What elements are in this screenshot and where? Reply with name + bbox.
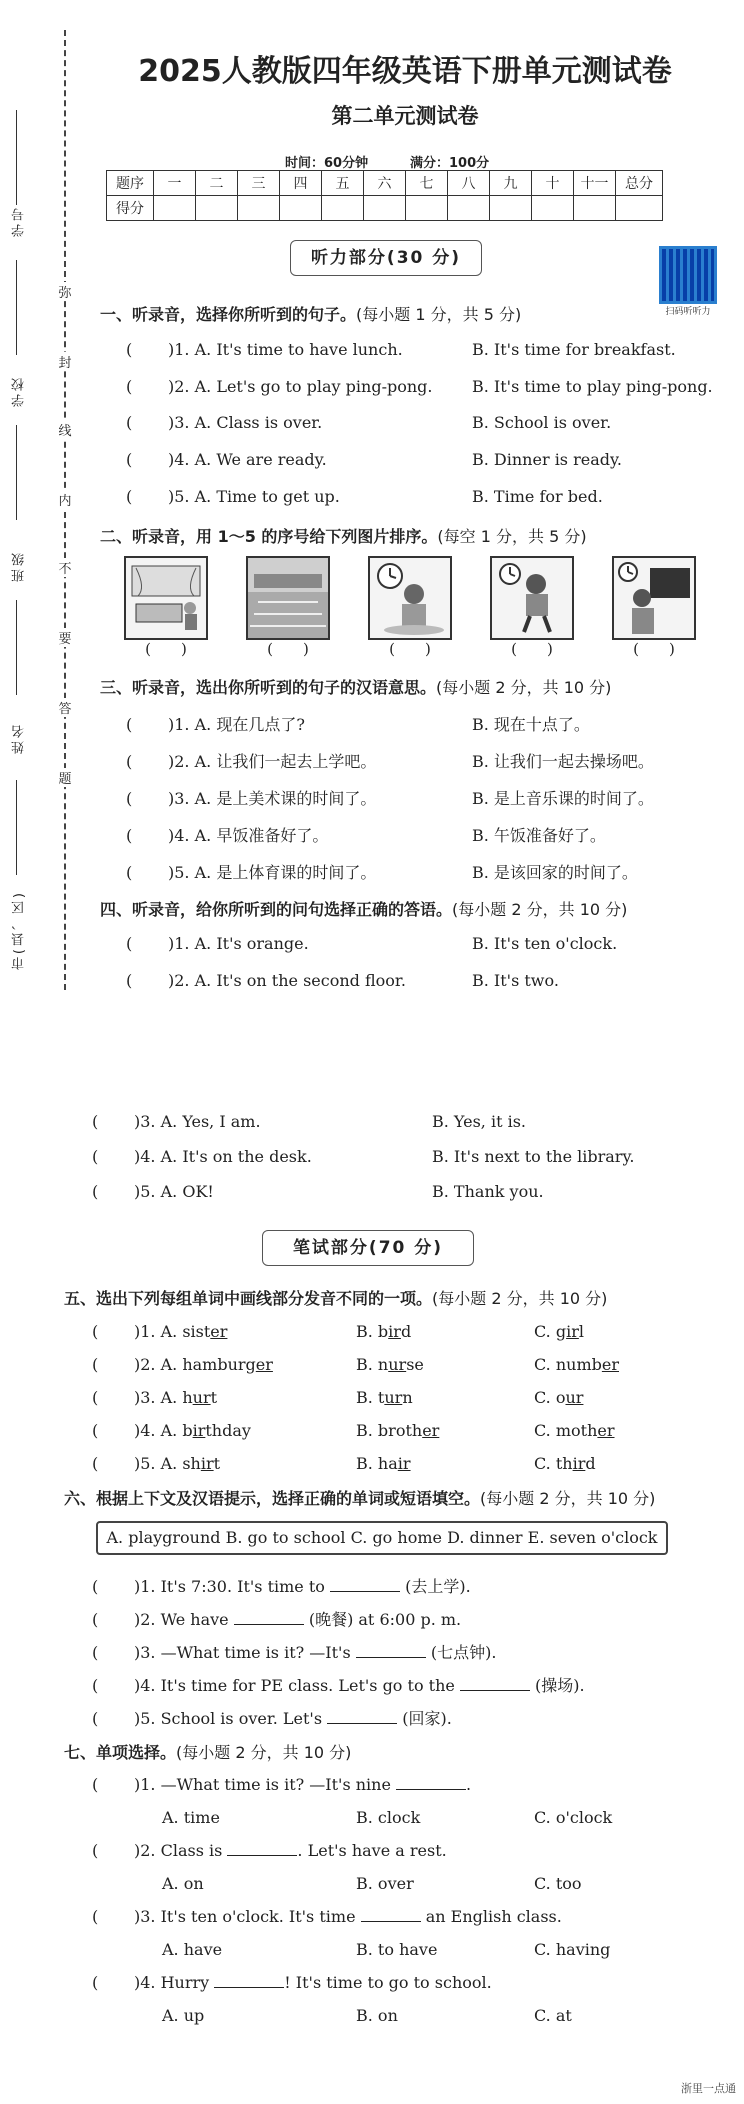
option-b: B. Yes, it is. (432, 1112, 526, 1131)
picture-answer[interactable]: ( ) (389, 640, 431, 658)
question-text: )2. Class is (134, 1841, 228, 1860)
score-cell[interactable] (574, 196, 616, 221)
page-title: 2025人教版四年级英语下册单元测试卷 (138, 54, 672, 89)
question-a: )4. A. 早饭准备好了。 (168, 826, 329, 845)
option-b: B. 是上音乐课的时间了。 (472, 789, 654, 808)
section-6-title (64, 1486, 655, 1509)
underlined-part: ir (572, 1454, 586, 1473)
picture-playground (246, 556, 330, 640)
section-note: (每小题 2 分，共 10 分) (176, 1743, 352, 1762)
table-cell: 二 (196, 171, 238, 196)
question-row (126, 487, 340, 506)
section-title-text: 七、单项选择。 (64, 1743, 177, 1762)
label-class: 班级 (12, 550, 27, 582)
option-c (534, 1421, 615, 1440)
underlined-part: ir (566, 1322, 579, 1341)
word-bank: A. playground B. go to school C. go home D. dinner E. seven o'clock (96, 1521, 668, 1555)
question-row (126, 377, 433, 396)
question-a: )3. A. Yes, I am. (134, 1112, 261, 1131)
question-row (126, 712, 305, 735)
option-b: B. 让我们一起去操场吧。 (472, 752, 654, 771)
label-name: 姓名 (12, 722, 27, 754)
option-b: B. It's two. (472, 971, 559, 990)
score-table (106, 170, 663, 221)
word-part: b (182, 1421, 193, 1440)
answer-paren[interactable]: ( (92, 1775, 99, 1794)
question-text: )4. It's time for PE class. Let's go to the (134, 1676, 460, 1695)
blank-line (16, 260, 17, 355)
underlined-part: ur (192, 1388, 211, 1407)
section-4-title (100, 897, 627, 920)
option-b (356, 1454, 411, 1473)
score-cell[interactable] (238, 196, 280, 221)
table-cell: 题序 (107, 171, 154, 196)
section-title-text: 五、选出下列每组单词中画线部分发音不同的一项。 (64, 1289, 433, 1308)
section-title-text: 四、听录音，给你所听到的问句选择正确的答语。 (100, 900, 453, 919)
score-cell[interactable] (448, 196, 490, 221)
label-school: 学校 (12, 375, 27, 407)
option-b: B. 现在十点了。 (472, 715, 590, 734)
option-b: B. 午饭准备好了。 (472, 826, 606, 845)
option-c[interactable]: C. o'clock (534, 1808, 613, 1827)
question-a: )3. A. 是上美术课的时间了。 (168, 789, 377, 808)
question-row (92, 1147, 312, 1166)
blank-line (16, 425, 17, 520)
picture-answer[interactable]: ( ) (267, 640, 309, 658)
seal-char: 弥 (56, 282, 74, 301)
question-text: (晚餐) at 6:00 p. m. (303, 1610, 462, 1629)
label-student-id: 学号 (12, 205, 27, 237)
qr-code-icon (659, 246, 717, 304)
playground-icon (248, 558, 328, 638)
question-row (126, 823, 328, 846)
question-a: )1. A. (134, 1322, 183, 1341)
question-text: (操场). (529, 1676, 585, 1695)
exam-full-score: 满分：100分 (410, 156, 490, 171)
question-text: (去上学). (400, 1577, 471, 1596)
answer-paren[interactable]: ( (126, 487, 133, 506)
word-part: B. n (356, 1355, 389, 1374)
question-row (126, 749, 376, 772)
answer-paren[interactable]: ( (126, 863, 133, 882)
section-note: (每小题 2 分，共 10 分) (436, 678, 612, 697)
bed-icon (126, 558, 206, 638)
question-text: (七点钟). (425, 1643, 497, 1662)
seal-dashed-line (64, 30, 66, 990)
table-cell: 四 (280, 171, 322, 196)
underlined-part: ir (397, 1454, 411, 1473)
table-cell: 一 (154, 171, 196, 196)
answer-paren[interactable]: ( (92, 1388, 99, 1407)
seal-char: 内 (56, 490, 74, 509)
section-title-text: 一、听录音，选择你所听到的句子。 (100, 305, 357, 324)
word-part: d (585, 1454, 596, 1473)
score-cell[interactable] (490, 196, 532, 221)
seal-char: 线 (56, 420, 74, 439)
section-1-title (100, 302, 521, 325)
option-b: B. It's next to the library. (432, 1147, 635, 1166)
picture-answer[interactable]: ( ) (633, 640, 675, 658)
table-cell: 得分 (107, 196, 154, 221)
answer-paren[interactable]: ( (126, 413, 133, 432)
underlined-part: ir (200, 1454, 214, 1473)
option-b (356, 1322, 411, 1341)
option-c[interactable]: C. at (534, 2006, 572, 2025)
underlined-part: ur (565, 1388, 584, 1407)
word-part: B. t (356, 1388, 385, 1407)
answer-paren[interactable]: ( (92, 1147, 99, 1166)
underlined-part: ir (192, 1421, 206, 1440)
option-c[interactable]: C. too (534, 1874, 582, 1893)
question-a: )4. A. It's on the desk. (134, 1147, 312, 1166)
section-title-text: 二、听录音，用 1～5 的序号给下列图片排序。 (100, 527, 438, 546)
underlined-part: er (210, 1322, 228, 1341)
word-part: C. numb (534, 1355, 602, 1374)
answer-paren[interactable]: ( (92, 1182, 99, 1201)
question-row (126, 340, 403, 359)
table-cell: 六 (364, 171, 406, 196)
answer-paren[interactable]: ( (92, 1841, 99, 1860)
table-cell: 七 (406, 171, 448, 196)
question-row (126, 413, 322, 432)
question-a: )2. A. It's on the second floor. (168, 971, 406, 990)
seal-char: 要 (56, 628, 74, 647)
listening-part-banner: 听力部分(30 分) (290, 240, 482, 276)
word-part: thday (205, 1421, 251, 1440)
question-text: . Let's have a rest. (297, 1841, 447, 1860)
answer-paren[interactable]: ( (126, 789, 133, 808)
word-part: B. b (356, 1322, 389, 1341)
underlined-part: er (255, 1355, 273, 1374)
word-part: C. g (534, 1322, 567, 1341)
word-part: t (210, 1388, 218, 1407)
score-cell[interactable] (322, 196, 364, 221)
underlined-part: ir (388, 1322, 401, 1341)
question-a: )5. A. OK! (134, 1182, 214, 1201)
question-text: )1. —What time is it? —It's nine (134, 1775, 397, 1794)
answer-paren[interactable]: ( (92, 1454, 99, 1473)
score-cell[interactable] (154, 196, 196, 221)
option-b: B. It's ten o'clock. (472, 934, 618, 953)
teacher-board-icon (614, 558, 694, 638)
word-part: l (578, 1322, 584, 1341)
answer-paren[interactable]: ( (126, 450, 133, 469)
question-a: )2. A. (134, 1355, 183, 1374)
section-note: (每小题 2 分，共 10 分) (480, 1489, 656, 1508)
word-part: sist (182, 1322, 211, 1341)
picture-answer[interactable]: ( ) (511, 640, 553, 658)
blank-line (16, 780, 17, 875)
section-2-title (100, 524, 587, 547)
question-row (92, 1112, 261, 1131)
option-b[interactable]: B. to have (356, 1940, 438, 1959)
question-a: )1. A. It's time to have lunch. (168, 340, 403, 359)
question-text: an English class. (420, 1907, 562, 1926)
answer-paren[interactable]: ( (126, 377, 133, 396)
question-row (92, 1388, 217, 1407)
picture-teacher-board (612, 556, 696, 640)
writing-part-banner: 笔试部分(70 分) (262, 1230, 474, 1266)
section-title-text: 六、根据上下文及汉语提示，选择正确的单词或短语填空。 (64, 1489, 481, 1508)
word-part: t (213, 1454, 221, 1473)
option-a[interactable]: A. up (162, 2006, 205, 2025)
section-title-text: 三、听录音，选出你所听到的句子的汉语意思。 (100, 678, 437, 697)
answer-paren[interactable]: ( (126, 752, 133, 771)
option-b (356, 1355, 424, 1374)
question-row (92, 1421, 251, 1440)
page-subtitle: 第二单元测试卷 (331, 104, 479, 128)
word-part: d (400, 1322, 412, 1341)
option-b: B. School is over. (472, 413, 612, 432)
question-row (92, 1355, 273, 1374)
score-cell[interactable] (532, 196, 574, 221)
word-part: B. broth (356, 1421, 423, 1440)
question-row (92, 1322, 227, 1341)
word-part: C. th (534, 1454, 573, 1473)
table-cell: 九 (490, 171, 532, 196)
option-b[interactable]: B. on (356, 2006, 398, 2025)
option-c (534, 1454, 596, 1473)
word-part: hamburg (182, 1355, 256, 1374)
score-table-score-row (107, 196, 663, 221)
answer-paren[interactable]: ( (92, 1610, 99, 1629)
boy-walking-icon (492, 558, 572, 638)
question-a: )3. A. (134, 1388, 183, 1407)
underlined-part: er (597, 1421, 615, 1440)
option-b[interactable]: B. clock (356, 1808, 421, 1827)
section-note: (每小题 2 分，共 10 分) (432, 1289, 608, 1308)
section-5-title (64, 1286, 607, 1309)
underlined-part: ur (384, 1388, 403, 1407)
question-text: )3. It's ten o'clock. It's time (134, 1907, 361, 1926)
answer-paren[interactable]: ( (126, 971, 133, 990)
question-text: )5. School is over. Let's (134, 1709, 328, 1728)
qr-code[interactable] (658, 246, 718, 317)
word-part: B. ha (356, 1454, 398, 1473)
table-cell: 五 (322, 171, 364, 196)
question-text: ! It's time to go to school. (284, 1973, 492, 1992)
word-part: sh (182, 1454, 201, 1473)
question-row (126, 450, 327, 469)
option-c (534, 1355, 619, 1374)
answer-paren[interactable]: ( (92, 1322, 99, 1341)
label-district: 市(县、区) (12, 890, 27, 971)
picture-bedroom (124, 556, 208, 640)
answer-paren[interactable]: ( (92, 1112, 99, 1131)
question-text: (回家). (397, 1709, 452, 1728)
seal-char: 封 (56, 352, 74, 371)
option-b: B. Thank you. (432, 1182, 544, 1201)
score-table-header-row (107, 171, 663, 196)
word-part: n (402, 1388, 413, 1407)
option-a[interactable]: A. have (162, 1940, 223, 1959)
answer-paren[interactable]: ( (92, 1577, 99, 1596)
girl-clock-icon (370, 558, 450, 638)
question-row (92, 1182, 214, 1201)
question-text: )3. —What time is it? —It's (134, 1643, 356, 1662)
question-row (126, 934, 309, 953)
table-cell: 十 (532, 171, 574, 196)
table-cell: 十一 (574, 171, 616, 196)
binding-sidebar (0, 0, 92, 990)
seal-char: 不 (56, 558, 74, 577)
seal-char: 题 (56, 768, 74, 787)
score-cell[interactable] (280, 196, 322, 221)
section-3-title (100, 675, 611, 698)
question-a: )2. A. 让我们一起去上学吧。 (168, 752, 377, 771)
question-a: )5. A. 是上体育课的时间了。 (168, 863, 377, 882)
table-cell: 八 (448, 171, 490, 196)
option-b: B. Dinner is ready. (472, 450, 622, 469)
word-part: C. moth (534, 1421, 598, 1440)
picture-boy-walking (490, 556, 574, 640)
answer-paren[interactable]: ( (92, 1973, 99, 1992)
page-two (0, 1100, 744, 2104)
score-cell[interactable] (364, 196, 406, 221)
option-b (356, 1421, 439, 1440)
underlined-part: er (601, 1355, 619, 1374)
picture-answer[interactable]: ( ) (145, 640, 187, 658)
underlined-part: er (422, 1421, 440, 1440)
question-row (126, 860, 376, 883)
question-a: )3. A. Class is over. (168, 413, 323, 432)
option-b[interactable]: B. over (356, 1874, 414, 1893)
section-note: (每小题 2 分，共 10 分) (452, 900, 628, 919)
question-a: )5. A. (134, 1454, 183, 1473)
word-part: h (182, 1388, 193, 1407)
option-b (356, 1388, 413, 1407)
footer-watermark: 浙里一点通 (681, 2082, 736, 2095)
option-b: B. It's time to play ping-pong. (472, 377, 713, 396)
table-cell: 总分 (616, 171, 663, 196)
answer-paren[interactable]: ( (126, 934, 133, 953)
score-cell[interactable] (616, 196, 663, 221)
question-a: )5. A. Time to get up. (168, 487, 340, 506)
question-a: )4. A. (134, 1421, 183, 1440)
question-row (126, 786, 376, 809)
question-text: . (466, 1775, 472, 1794)
option-c (534, 1388, 583, 1407)
answer-paren[interactable]: ( (126, 340, 133, 359)
section-note: (每小题 1 分，共 5 分) (356, 305, 522, 324)
page-one (0, 0, 744, 1000)
answer-paren[interactable]: ( (92, 1907, 99, 1926)
answer-paren[interactable]: ( (92, 1421, 99, 1440)
option-c[interactable]: C. having (534, 1940, 611, 1959)
answer-paren[interactable]: ( (92, 1709, 99, 1728)
question-a: )1. A. 现在几点了? (168, 715, 305, 734)
word-part: C. o (534, 1388, 566, 1407)
answer-paren[interactable]: ( (92, 1676, 99, 1695)
table-cell: 三 (238, 171, 280, 196)
score-cell[interactable] (196, 196, 238, 221)
option-b: B. Time for bed. (472, 487, 603, 506)
question-text: )4. Hurry (134, 1973, 215, 1992)
option-b: B. 是该回家的时间了。 (472, 863, 638, 882)
question-a: )4. A. We are ready. (168, 450, 327, 469)
question-text: )2. We have (134, 1610, 234, 1629)
exam-time: 时间：60分钟 (285, 156, 369, 171)
option-a[interactable]: A. on (162, 1874, 204, 1893)
seal-char: 答 (56, 698, 74, 717)
question-a: )2. A. Let's go to play ping-pong. (168, 377, 433, 396)
answer-paren[interactable]: ( (92, 1643, 99, 1662)
option-c (534, 1322, 584, 1341)
question-row (92, 1454, 220, 1473)
question-text: )1. It's 7:30. It's time to (134, 1577, 331, 1596)
answer-paren[interactable]: ( (126, 826, 133, 845)
score-cell[interactable] (406, 196, 448, 221)
underlined-part: ur (388, 1355, 407, 1374)
option-a[interactable]: A. time (162, 1808, 220, 1827)
question-row (126, 971, 406, 990)
picture-girl-clock (368, 556, 452, 640)
qr-caption: 扫码听听力 (665, 307, 711, 317)
blank-line (16, 600, 17, 695)
answer-paren[interactable]: ( (126, 715, 133, 734)
answer-paren[interactable]: ( (92, 1355, 99, 1374)
option-b: B. It's time for breakfast. (472, 340, 676, 359)
blank-line (16, 110, 17, 205)
question-a: )1. A. It's orange. (168, 934, 309, 953)
section-note: (每空 1 分，共 5 分) (437, 527, 587, 546)
word-part: se (406, 1355, 424, 1374)
